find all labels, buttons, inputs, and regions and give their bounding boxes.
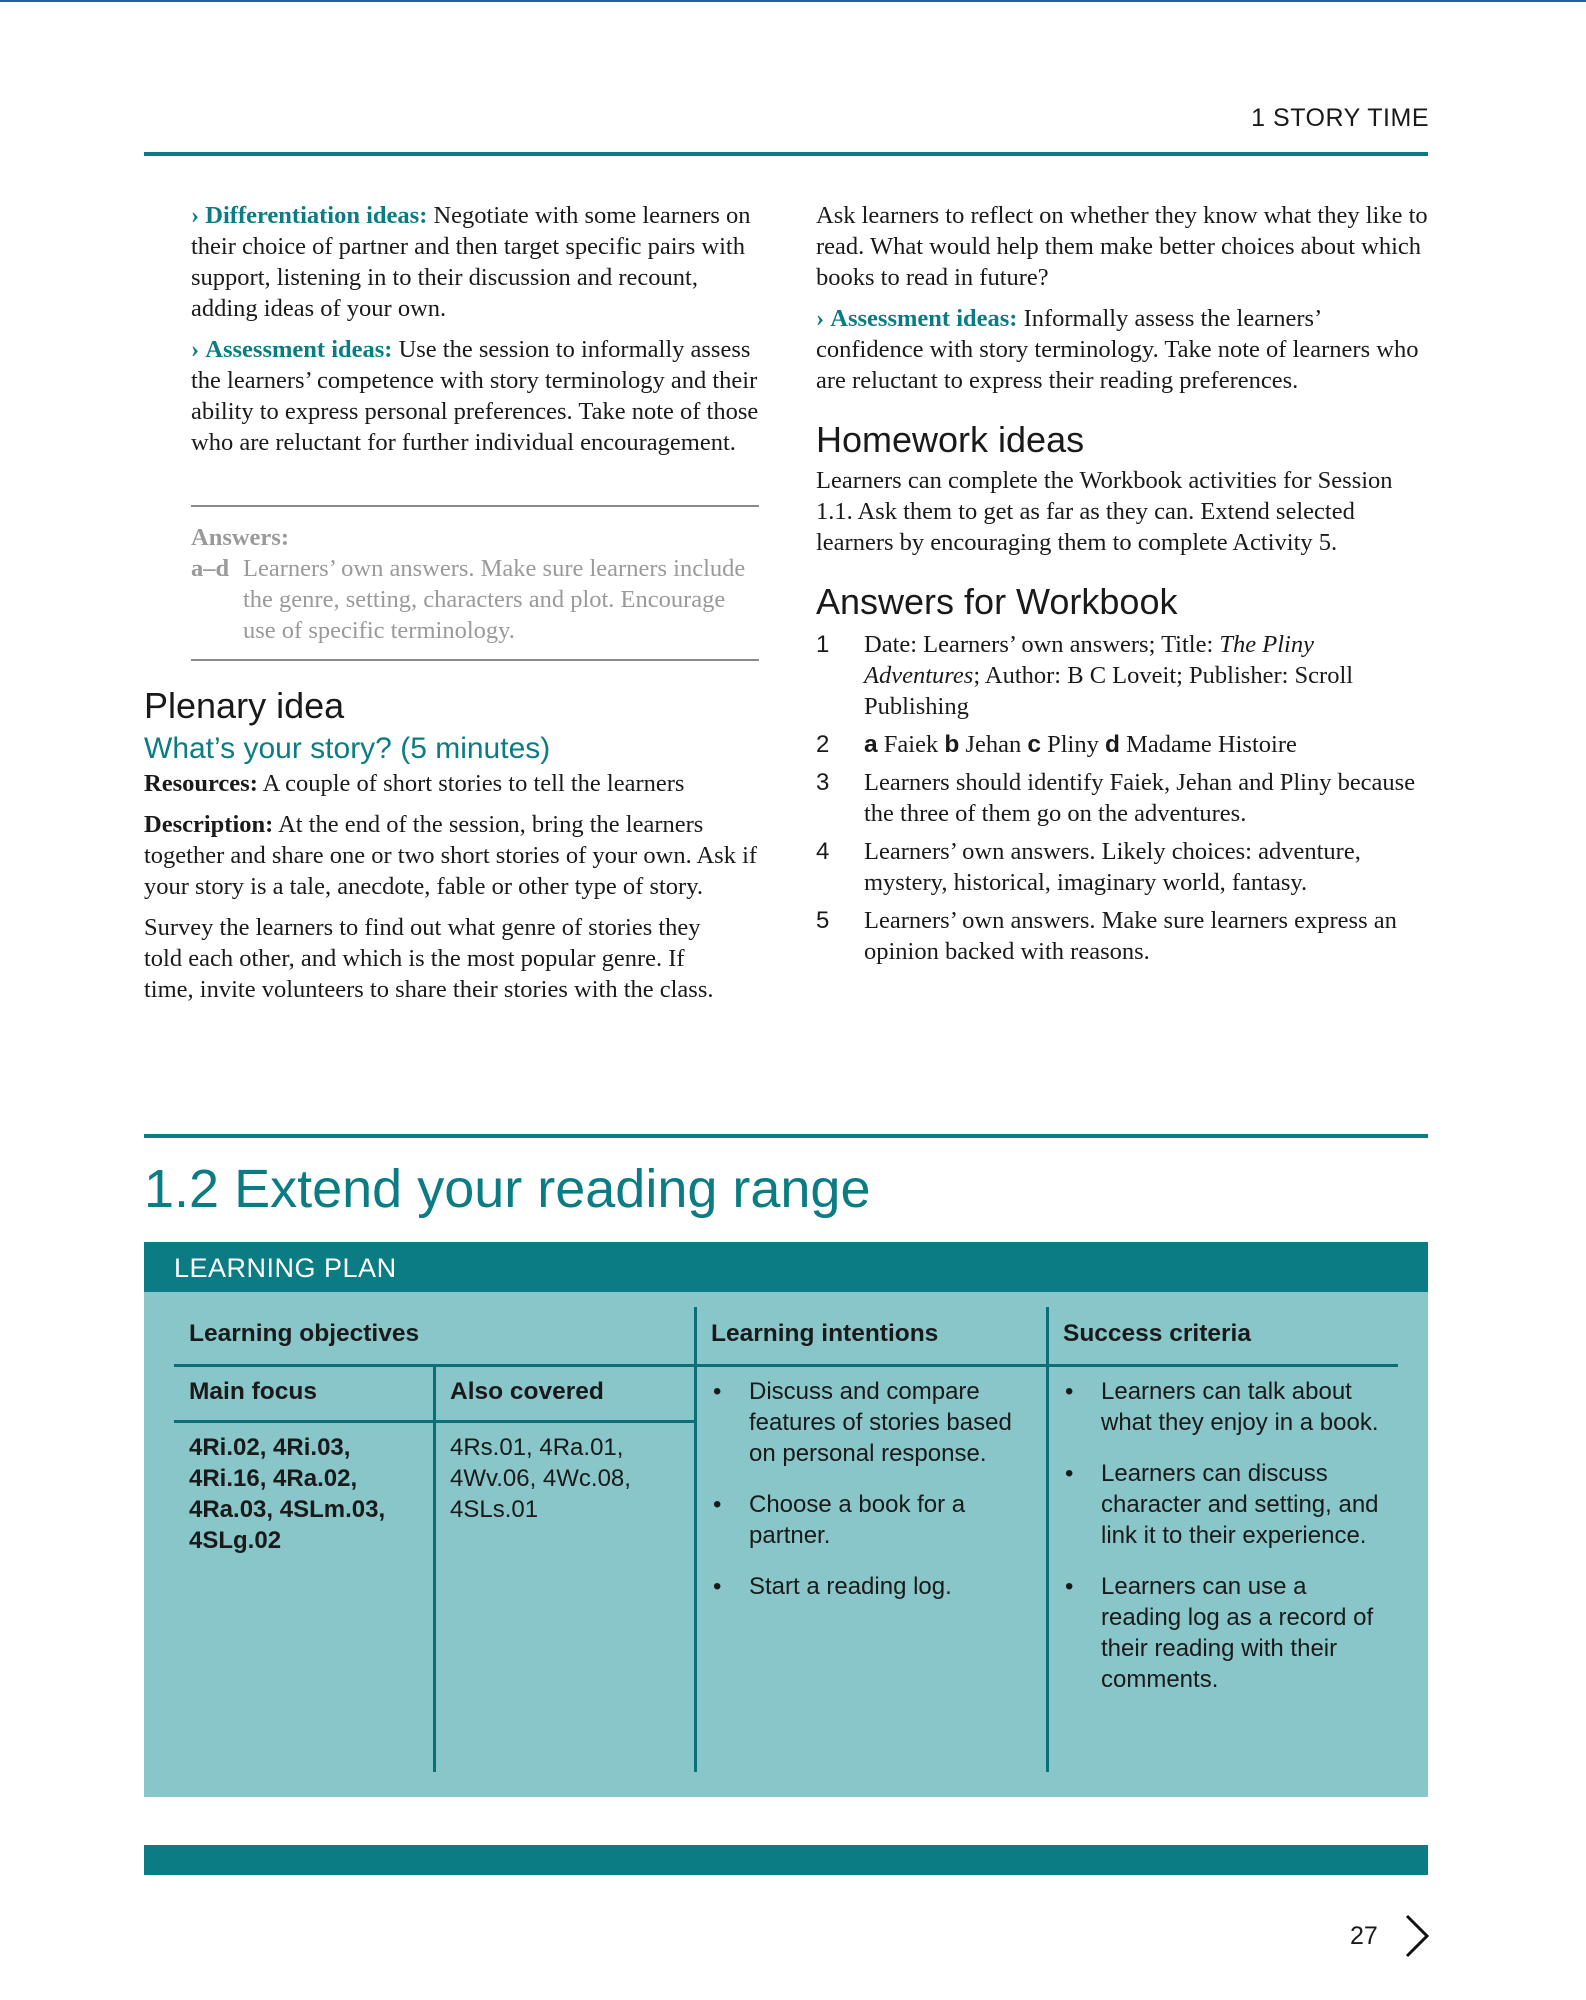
left-column (191, 200, 766, 468)
assessment-text: Use the session to informally assess the learners’ competence with story terminology and their ability to express personal preferences. Take note of those who are reluctant for further individual encouragement. (191, 336, 759, 456)
answers-title: Answers: (191, 524, 289, 551)
success-list (1063, 1376, 1383, 1715)
success-text: Learners can talk about what they enjoy in a book. (1101, 1378, 1379, 1436)
homework-text: Learners can complete the Workbook activities for Session 1.1. Ask them to get as far as they can. Extend selected learners by encouraging them to complete Activity 5. (816, 467, 1393, 556)
workbook-heading: Answers for Workbook (816, 581, 1178, 622)
list-item (1063, 1458, 1383, 1551)
chevron-right-icon: › (816, 305, 825, 332)
resources-label: Resources: (144, 770, 258, 797)
list-item (711, 1571, 1033, 1602)
bullet-icon: • (1065, 1378, 1074, 1405)
list-item (711, 1376, 1033, 1469)
item-text: Learners should identify Faiek, Jehan and Pliny because the three of them go on the adventures. (864, 769, 1416, 827)
list-item (816, 767, 1428, 829)
table-divider (694, 1307, 697, 1772)
header-main-focus: Main focus (189, 1378, 317, 1405)
answers-label: a–d (191, 555, 230, 582)
bullet-icon: • (1065, 1573, 1074, 1600)
list-item (816, 836, 1428, 898)
item-letter: a (864, 731, 878, 758)
list-item (816, 629, 1428, 722)
table-divider (174, 1364, 1398, 1367)
homework-heading: Homework ideas (816, 419, 1085, 460)
item-text: Faiek (877, 731, 945, 758)
intentions-list (711, 1376, 1033, 1622)
item-text: Learners’ own answers. Make sure learners express an opinion backed with reasons. (864, 907, 1397, 965)
item-text: Learners’ own answers. Likely choices: adventure, mystery, historical, imaginary world, fantasy. (864, 838, 1361, 896)
bottom-band (144, 1845, 1428, 1875)
list-item (711, 1489, 1033, 1551)
plenary-section (144, 685, 764, 1015)
right-column (816, 200, 1428, 974)
table-divider (174, 1420, 696, 1423)
success-text: Learners can use a reading log as a record of their reading with their comments. (1101, 1573, 1374, 1693)
list-item (816, 729, 1428, 760)
list-item (816, 905, 1428, 967)
header-success-criteria: Success criteria (1063, 1320, 1251, 1347)
assessment-ideas-right (816, 303, 1428, 396)
plenary-heading: Plenary idea (144, 685, 345, 726)
workbook-answers-list (816, 629, 1428, 967)
page-number: 27 (1350, 1922, 1378, 1950)
item-title: The Pliny Adventures (864, 631, 1314, 689)
header-learning-objectives: Learning objectives (189, 1320, 420, 1347)
intention-text: Discuss and compare features of stories based on personal response. (749, 1378, 1012, 1467)
running-head: 1 STORY TIME (1251, 104, 1429, 132)
description-text: At the end of the session, bring the learners together and share one or two short stories of your own. Ask if your story is a tale, anecdote, fable or other type of story. (144, 811, 758, 900)
learning-plan-band (144, 1242, 1428, 1292)
answers-box (191, 505, 759, 661)
chevron-right-icon: › (191, 202, 200, 229)
differentiation-ideas (191, 200, 766, 324)
chevron-right-icon: › (191, 336, 200, 363)
item-letter: c (1027, 731, 1041, 758)
answers-text: Learners’ own answers. Make sure learners include the genre, setting, characters and plot. Encourage use of specific terminology. (243, 555, 746, 644)
chevron-right-icon[interactable] (1403, 1913, 1431, 1959)
item-letter: b (944, 731, 960, 758)
plenary-resources (144, 768, 764, 799)
assessment-label-right: Assessment ideas: (830, 305, 1018, 332)
bullet-icon: • (1065, 1460, 1074, 1487)
item-text: Jehan (959, 731, 1028, 758)
section-rule (144, 1134, 1428, 1138)
item-number: 3 (816, 769, 830, 796)
learning-plan-label: LEARNING PLAN (174, 1253, 397, 1283)
reflect-text: Ask learners to reflect on whether they know what they like to read. What would help them make better choices about which books to read in future? (816, 202, 1428, 291)
top-border (0, 0, 1586, 2)
item-number: 4 (816, 838, 830, 865)
resources-text: A couple of short stories to tell the learners (257, 770, 685, 797)
header-also-covered: Also covered (450, 1378, 604, 1405)
item-text: ; Author: B C Loveit; Publisher: Scroll Publishing (864, 662, 1354, 720)
assessment-ideas (191, 334, 766, 458)
item-number: 5 (816, 907, 830, 934)
intention-text: Start a reading log. (749, 1573, 952, 1600)
description-label: Description: (144, 811, 274, 838)
item-letter: d (1104, 731, 1120, 758)
item-text: Madame Histoire (1119, 731, 1297, 758)
differentiation-label: Differentiation ideas: (205, 202, 428, 229)
table-divider (1046, 1307, 1049, 1772)
header-rule (144, 152, 1428, 156)
also-covered-codes: 4Rs.01, 4Ra.01, 4Wv.06, 4Wc.08, 4SLs.01 (450, 1434, 631, 1523)
section-title: 1.2 Extend your reading range (144, 1159, 871, 1219)
header-learning-intentions: Learning intentions (711, 1320, 939, 1347)
plenary-description (144, 809, 764, 902)
list-item (1063, 1376, 1383, 1438)
list-item (1063, 1571, 1383, 1695)
intention-text: Choose a book for a partner. (749, 1491, 966, 1549)
plenary-survey: Survey the learners to find out what genre of stories they told each other, and which is the most popular genre. If time, invite volunteers to share their stories with the class. (144, 914, 714, 1003)
plenary-subheading: What’s your story? (5 minutes) (144, 732, 551, 765)
item-text: Pliny (1040, 731, 1105, 758)
bullet-icon: • (713, 1378, 722, 1405)
assessment-text-right: Informally assess the learners’ confidence with story terminology. Take note of learners who are reluctant to express their reading preferences. (816, 305, 1419, 394)
main-focus-codes: 4Ri.02, 4Ri.03, 4Ri.16, 4Ra.02, 4Ra.03, 4SLm.03, 4SLg.02 (189, 1434, 386, 1554)
item-number: 1 (816, 631, 830, 658)
learning-plan-table (144, 1292, 1428, 1797)
success-text: Learners can discuss character and setting, and link it to their experience. (1101, 1460, 1379, 1549)
bullet-icon: • (713, 1573, 722, 1600)
differentiation-text: Negotiate with some learners on their choice of partner and then target specific pairs with support, listening in to their discussion and recount, adding ideas of your own. (191, 202, 751, 322)
bullet-icon: • (713, 1491, 722, 1518)
item-number: 2 (816, 731, 830, 758)
table-divider (433, 1367, 436, 1772)
assessment-label: Assessment ideas: (205, 336, 393, 363)
item-text: Date: Learners’ own answers; Title: (864, 631, 1220, 658)
